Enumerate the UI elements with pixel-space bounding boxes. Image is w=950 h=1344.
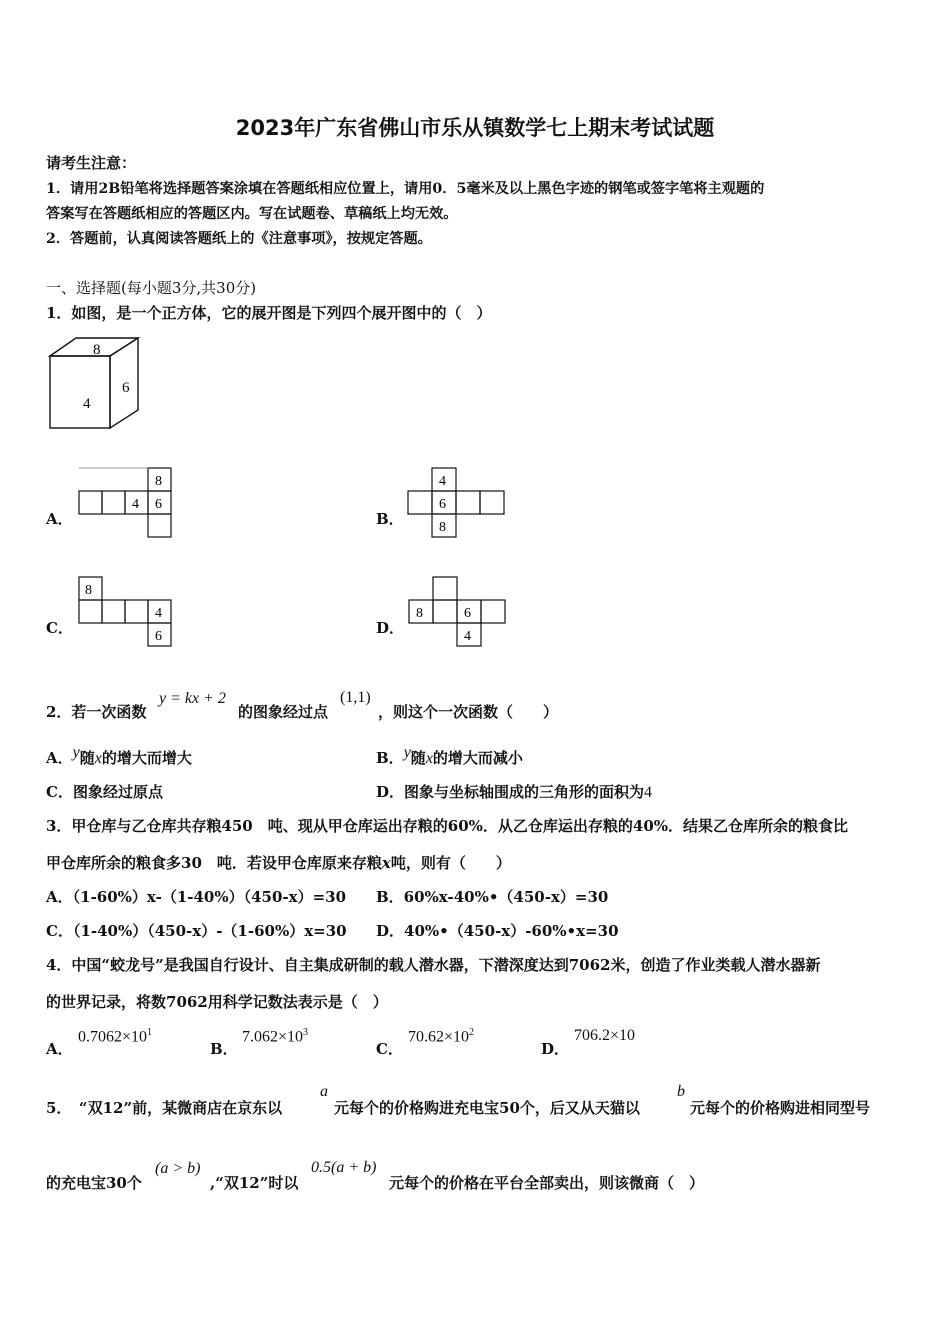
- q4-option-c-value[interactable]: $70.62\times 10^2$: [408, 1027, 475, 1046]
- q5-stem-part1: 5． “双12”前，某微商店在京东以: [46, 1099, 283, 1117]
- q2-option-b[interactable]: [376, 744, 523, 768]
- q1-b-number-3: 8: [439, 520, 446, 535]
- q1-d-number-1: 8: [416, 606, 423, 621]
- q1-option-d-net[interactable]: [406, 575, 510, 649]
- q4-stem-line2: 的世界记录，将数7062用科学记数法表示是（ ）: [46, 993, 388, 1011]
- q4-option-b-label[interactable]: B．: [210, 1040, 238, 1058]
- q2-a-var-y: y: [72, 744, 80, 761]
- q1-option-d-label[interactable]: D．: [376, 619, 405, 637]
- notice-heading: 请考生注意：: [46, 154, 137, 172]
- q5-var-b: b: [677, 1083, 685, 1100]
- q5-var-a: a: [320, 1083, 328, 1100]
- q1-a-number-2: 4: [132, 497, 139, 512]
- q2-b-text1: 随: [410, 749, 426, 767]
- q2-b-label: B．: [376, 749, 404, 767]
- q1-option-b-net[interactable]: [406, 466, 510, 540]
- q4-option-d-label[interactable]: D．: [541, 1040, 570, 1058]
- q5-price: 0.5(a + b): [311, 1159, 377, 1176]
- q3-var-x: x: [381, 854, 391, 872]
- q4-stem-line1: 4．中国“蛟龙号”是我国自行设计、自主集成研制的载人潜水器，下潜深度达到7062米，创造了作业类载人潜水器新: [46, 956, 821, 974]
- q4-option-d-value[interactable]: 706.2×10: [574, 1027, 636, 1044]
- q3-option-c[interactable]: C．（1-40%）（450-x）-（1-60%）x=30: [46, 922, 347, 940]
- cube-figure: [46, 334, 146, 434]
- cube-top-number: 8: [93, 342, 101, 358]
- q5-condition: (a > b): [155, 1160, 201, 1177]
- q2-d-text: D．图象与坐标轴围成的三角形的面积为: [376, 783, 645, 801]
- q1-option-a-label[interactable]: A．: [46, 510, 73, 528]
- notice-line2: 2．答题前，认真阅读答题纸上的《注意事项》，按规定答题。: [46, 231, 432, 247]
- q1-c-number-1: 8: [85, 583, 92, 598]
- q5-stem-part4: 的充电宝30个: [46, 1174, 142, 1192]
- q2-option-a[interactable]: [46, 744, 192, 768]
- q2-option-d[interactable]: [376, 781, 652, 802]
- q1-a-number-3: 6: [155, 497, 162, 512]
- q2-a-text2: 的增大而增大: [101, 749, 192, 767]
- q2-d-number: 4: [644, 784, 653, 801]
- q4-option-a-value[interactable]: $0.7062\times 10^1$: [78, 1027, 153, 1046]
- q2-function: y = kx + 2: [159, 690, 226, 707]
- q2-point: (1,1): [340, 689, 371, 706]
- q2-b-text2: 的增大而减小: [432, 749, 523, 767]
- q5-stem-part2: 元每个的价格购进充电宝50个，后又从天猫以: [334, 1099, 640, 1117]
- cube-front-number: 4: [83, 396, 91, 412]
- q4-option-b-value[interactable]: $7.062\times 10^3$: [242, 1027, 309, 1046]
- q1-b-number-2: 6: [439, 497, 446, 512]
- section-heading: 一、选择题(每小题3分,共30分): [46, 279, 257, 297]
- page-title: 2023年广东省佛山市乐从镇数学七上期末考试试题: [235, 116, 715, 140]
- q3-stem-line1: 3．甲仓库与乙仓库共存粮450 吨、现从甲仓库运出存粮的60%．从乙仓库运出存粮的40%．结果乙仓库所余的粮食比: [46, 817, 849, 835]
- q2-stem-part1: 2．若一次函数: [46, 703, 147, 721]
- q1-c-number-3: 6: [155, 629, 162, 644]
- q1-c-number-2: 4: [155, 606, 162, 621]
- q3-option-d[interactable]: D．40%•（450-x）-60%•x=30: [376, 922, 619, 940]
- q4-option-c-label[interactable]: C．: [376, 1040, 403, 1058]
- q2-option-c[interactable]: C．图象经过原点: [46, 783, 163, 801]
- notice-line1b: 答案写在答题纸相应的答题区内。写在试题卷、草稿纸上均无效。: [46, 206, 458, 222]
- q3-option-a[interactable]: A．（1-60%）x-（1-40%）（450-x）=30: [46, 888, 347, 906]
- q2-a-text1: 随: [79, 749, 95, 767]
- q1-b-number-1: 4: [439, 474, 446, 489]
- q3-option-b[interactable]: B．60%x-40%•（450-x）=30: [376, 888, 609, 906]
- q2-stem-part2: 的图象经过点: [238, 703, 329, 721]
- q1-option-b-label[interactable]: B．: [376, 510, 404, 528]
- q2-a-var-x: x: [94, 750, 102, 767]
- q3-stem-line2: 甲仓库所余的粮食多30 吨．若设甲仓库原来存粮x吨，则有（ ）: [46, 854, 511, 872]
- q5-stem-part6: 元每个的价格在平台全部卖出，则该微商（ ）: [389, 1174, 705, 1192]
- q1-option-c-net[interactable]: [76, 575, 176, 649]
- notice-line1: 1．请用2B铅笔将选择题答案涂填在答题纸相应位置上，请用0．5毫米及以上黑色字迹的钢笔或签字笔将主观题的: [46, 181, 765, 197]
- q5-stem-part3: 元每个的价格购进相同型号: [690, 1099, 871, 1117]
- q2-stem-part3: ，则这个一次函数（ ）: [378, 703, 559, 721]
- q2-b-var-x: x: [425, 750, 433, 767]
- q1-d-number-2: 6: [464, 606, 471, 621]
- q1-stem: 1．如图，是一个正方体，它的展开图是下列四个展开图中的（ ）: [46, 304, 492, 322]
- q1-d-number-3: 4: [464, 629, 471, 644]
- q1-option-c-label[interactable]: C．: [46, 619, 73, 637]
- q1-a-number-1: 8: [155, 474, 162, 489]
- q5-stem-part5: ,“双12”时以: [210, 1174, 299, 1192]
- q2-a-label: A．: [46, 749, 73, 767]
- q2-b-var-y: y: [403, 744, 411, 761]
- q1-option-a-net[interactable]: [76, 466, 176, 540]
- cube-right-number: 6: [122, 380, 130, 396]
- q4-option-a-label[interactable]: A．: [46, 1040, 73, 1058]
